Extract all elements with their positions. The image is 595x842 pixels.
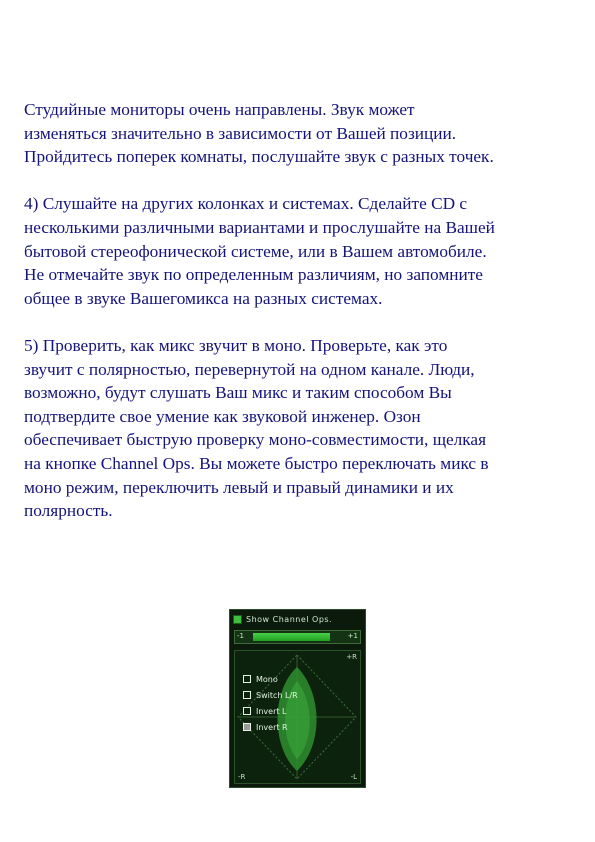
- text-line: бытовой стереофонической системе, или в Вашем автомобиле.: [24, 241, 487, 261]
- channel-ops-panel: [229, 609, 366, 788]
- text-line: 5) Проверить, как микс звучит в моно. Проверьте, как это: [24, 335, 448, 355]
- mono-checkbox[interactable]: [243, 675, 251, 683]
- option-invert-l[interactable]: [243, 703, 298, 719]
- paragraph-mono-check: [24, 334, 580, 523]
- paragraph-monitors: [24, 98, 580, 169]
- option-mono[interactable]: [243, 671, 298, 687]
- paragraph-spacer: [24, 169, 580, 193]
- text-line: обеспечивает быструю проверку моно-совместимости, щелкая: [24, 430, 487, 450]
- paragraph-spacer: [24, 310, 580, 334]
- text-line: несколькими различными вариантами и прослушайте на Вашей: [24, 217, 495, 237]
- invert-l-checkbox[interactable]: [243, 707, 251, 715]
- channel-ops-title: Show Channel Ops.: [246, 614, 333, 624]
- option-label: Mono: [256, 674, 278, 684]
- text-line: на кнопке Channel Ops. Вы можете быстро переключать микс в: [24, 453, 489, 473]
- show-channel-ops-checkbox[interactable]: [233, 615, 242, 624]
- vectorscope: [234, 650, 361, 784]
- text-line: Студийные мониторы очень направлены. Звук может: [24, 100, 415, 119]
- text-line: Пройдитесь поперек комнаты, послушайте звук с разных точек.: [24, 147, 494, 167]
- text-line: моно режим, переключить левый и правый динамики и их: [24, 477, 454, 497]
- channel-ops-options: [243, 671, 298, 735]
- text-line: Не отмечайте звук по определенным различиям, но запомните: [24, 265, 483, 285]
- text-line: звучит с полярностью, перевернутой на одном канале. Люди,: [24, 359, 475, 379]
- option-label: Switch L/R: [256, 690, 298, 700]
- text-line: 4) Слушайте на других колонках и системах. Сделайте CD с: [24, 194, 468, 214]
- meter-left-label: -1: [237, 632, 244, 640]
- option-switch-lr[interactable]: [243, 687, 298, 703]
- channel-ops-header: [233, 613, 362, 625]
- meter-right-label: +1: [347, 632, 358, 640]
- corner-label-top-right: +R: [346, 653, 357, 661]
- option-invert-r[interactable]: [243, 719, 298, 735]
- text-line: подтвердите свое умение как звуковой инженер. Озон: [24, 406, 421, 426]
- corner-label-bottom-right: -L: [350, 773, 357, 781]
- option-label: Invert R: [256, 722, 288, 732]
- document-body: [24, 98, 580, 523]
- paragraph-other-speakers: [24, 192, 580, 310]
- text-line: общее в звуке Вашегомикса на разных системах.: [24, 288, 383, 308]
- correlation-meter-fill: [253, 633, 330, 641]
- text-line: возможно, будут слушать Ваш микс и таким способом Вы: [24, 383, 452, 403]
- text-line: полярность.: [24, 501, 113, 521]
- correlation-meter: [234, 630, 361, 644]
- option-label: Invert L: [256, 706, 287, 716]
- corner-label-bottom-left: -R: [238, 773, 246, 781]
- invert-r-checkbox[interactable]: [243, 723, 251, 731]
- switch-lr-checkbox[interactable]: [243, 691, 251, 699]
- text-line: изменяться значительно в зависимости от Вашей позиции.: [24, 123, 457, 143]
